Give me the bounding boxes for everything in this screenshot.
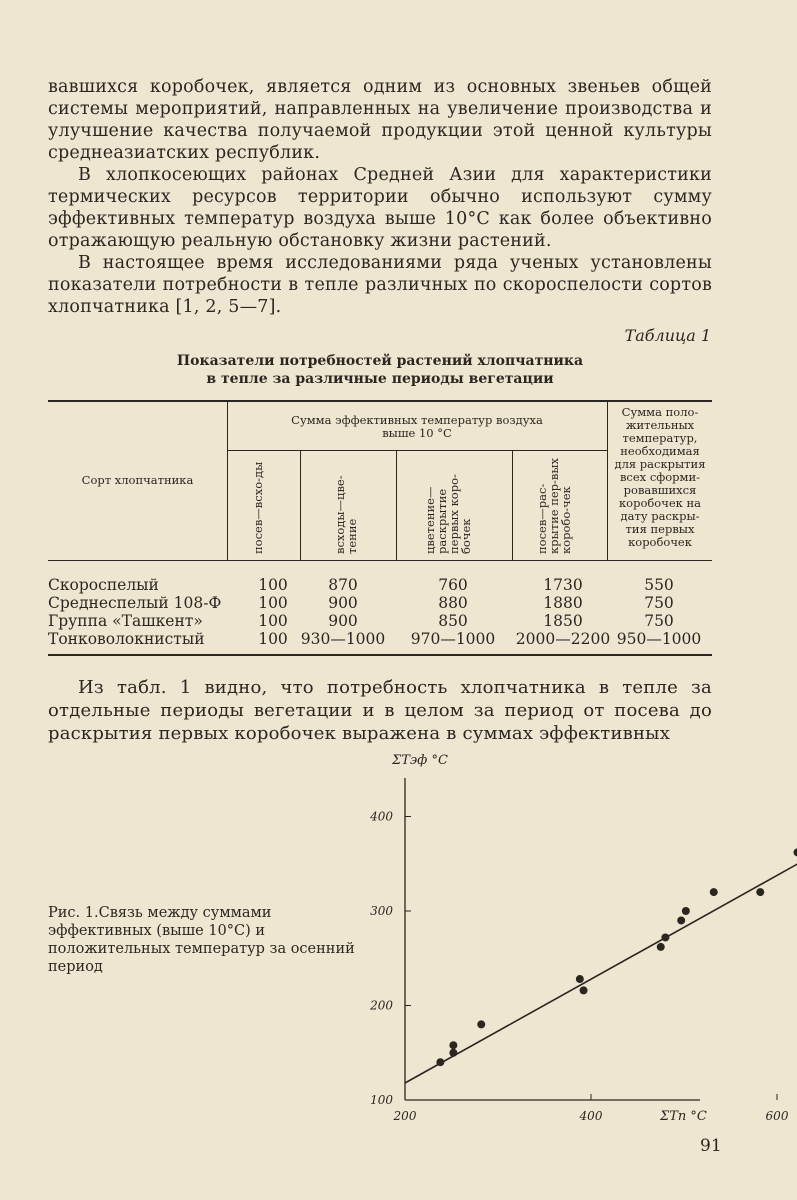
sub-header-4: посев—рас-крытие пер-вых коробо-чек [535, 457, 573, 554]
data-point [710, 888, 718, 896]
row-value: 100 [258, 576, 288, 594]
data-point [449, 1041, 457, 1049]
sub-header-3: цветение—раскрытие первых коро-бочек [423, 474, 473, 554]
paragraph-3: В настоящее время исследованиями ряда ученых установлены показатели потребности в тепле различных по скороспелости сортов хлопчатника [1, 2, 5—7]. [48, 253, 712, 317]
row-value: 1850 [543, 612, 583, 630]
row-value: 900 [328, 612, 358, 630]
row-value: 750 [644, 594, 674, 612]
row-value: 870 [328, 576, 358, 594]
col-header-sort: Сорт хлопчатника [81, 473, 194, 487]
data-point [756, 888, 764, 896]
row-value: 880 [438, 594, 468, 612]
x-tick-label: 400 [579, 1109, 603, 1123]
row-value: 1880 [543, 594, 583, 612]
data-point [449, 1049, 457, 1057]
row-value: 930—1000 [300, 630, 386, 648]
row-name: Скороспелый [48, 576, 159, 594]
data-point [436, 1058, 444, 1066]
sub-header-1: посев—всхо-ды [251, 461, 265, 554]
data-point [576, 975, 584, 983]
row-value: 550 [644, 576, 674, 594]
row-value: 850 [438, 612, 468, 630]
last-col-header: Сумма поло-жительных температур, необходимая для раскрытия всех сформи-ровавшихся коробочек на дату раскры-тия первых коробочек [614, 405, 706, 549]
paragraph-1: вавшихся коробочек, является одним из основных звеньев общей системы мероприятий, направленных на увеличение производства и улучшение качества получаемой продукции этой ценной культуры среднеазиатских республик. [48, 77, 712, 163]
row-value: 760 [438, 576, 468, 594]
page-number: 91 [700, 1136, 722, 1156]
figure-caption: Рис. 1.Связь между суммами эффективных (выше 10°С) и положительных температур за осенний период [48, 905, 355, 975]
row-value: 2000—2200 [515, 630, 611, 648]
row-value: 100 [258, 612, 288, 630]
x-tick-label: 200 [393, 1109, 417, 1123]
data-point [661, 933, 669, 941]
sub-header-2: всходы—цве-тение [333, 475, 359, 554]
row-value: 900 [328, 594, 358, 612]
data-point [682, 907, 690, 915]
data-point [477, 1020, 485, 1028]
group-header-line-2: выше 10 °С [382, 426, 452, 440]
row-value: 100 [258, 630, 288, 648]
paragraph-4: Из табл. 1 видно, что потребность хлопчатника в тепле за отдельные периоды вегетации и в целом за период от посева до раскрытия первых коробочек выражена в суммах эффективных [48, 677, 712, 744]
x-axis-label: ΣTп °С [660, 1109, 707, 1124]
x-tick-label: 600 [765, 1109, 789, 1123]
y-tick-label: 200 [370, 998, 393, 1013]
y-tick-label: 300 [370, 904, 393, 918]
row-value: 950—1000 [616, 630, 702, 648]
group-header-line-1: Сумма эффективных температур воздуха [291, 413, 543, 427]
y-axis-label: ΣTэф °С [392, 753, 448, 768]
y-tick-label: 400 [370, 809, 393, 824]
data-point [657, 943, 665, 951]
row-value: 1730 [543, 576, 583, 594]
y-tick-label: 100 [370, 1093, 393, 1107]
table-title-line-1: Показатели потребностей растений хлопчатника [176, 353, 584, 369]
data-point [793, 848, 797, 856]
regression-line [405, 777, 797, 1083]
table-title-line-2: в тепле за различные периоды вегетации [206, 371, 554, 387]
paragraph-2: В хлопкосеющих районах Средней Азии для характеристики термических ресурсов территории обычно используют сумму эффективных температур воздуха выше 10°С как более объективно отражающую реальную обстановку жизни растений. [48, 165, 712, 251]
row-value: 750 [644, 612, 674, 630]
table-label: Таблица 1 [624, 326, 711, 345]
row-name: Среднеспелый 108-Ф [48, 594, 222, 612]
data-point [677, 916, 685, 924]
data-point [580, 986, 588, 994]
row-name: Группа «Ташкент» [48, 612, 203, 630]
row-name: Тонковолокнистый [48, 630, 205, 648]
row-value: 970—1000 [410, 630, 496, 648]
row-value: 100 [258, 594, 288, 612]
